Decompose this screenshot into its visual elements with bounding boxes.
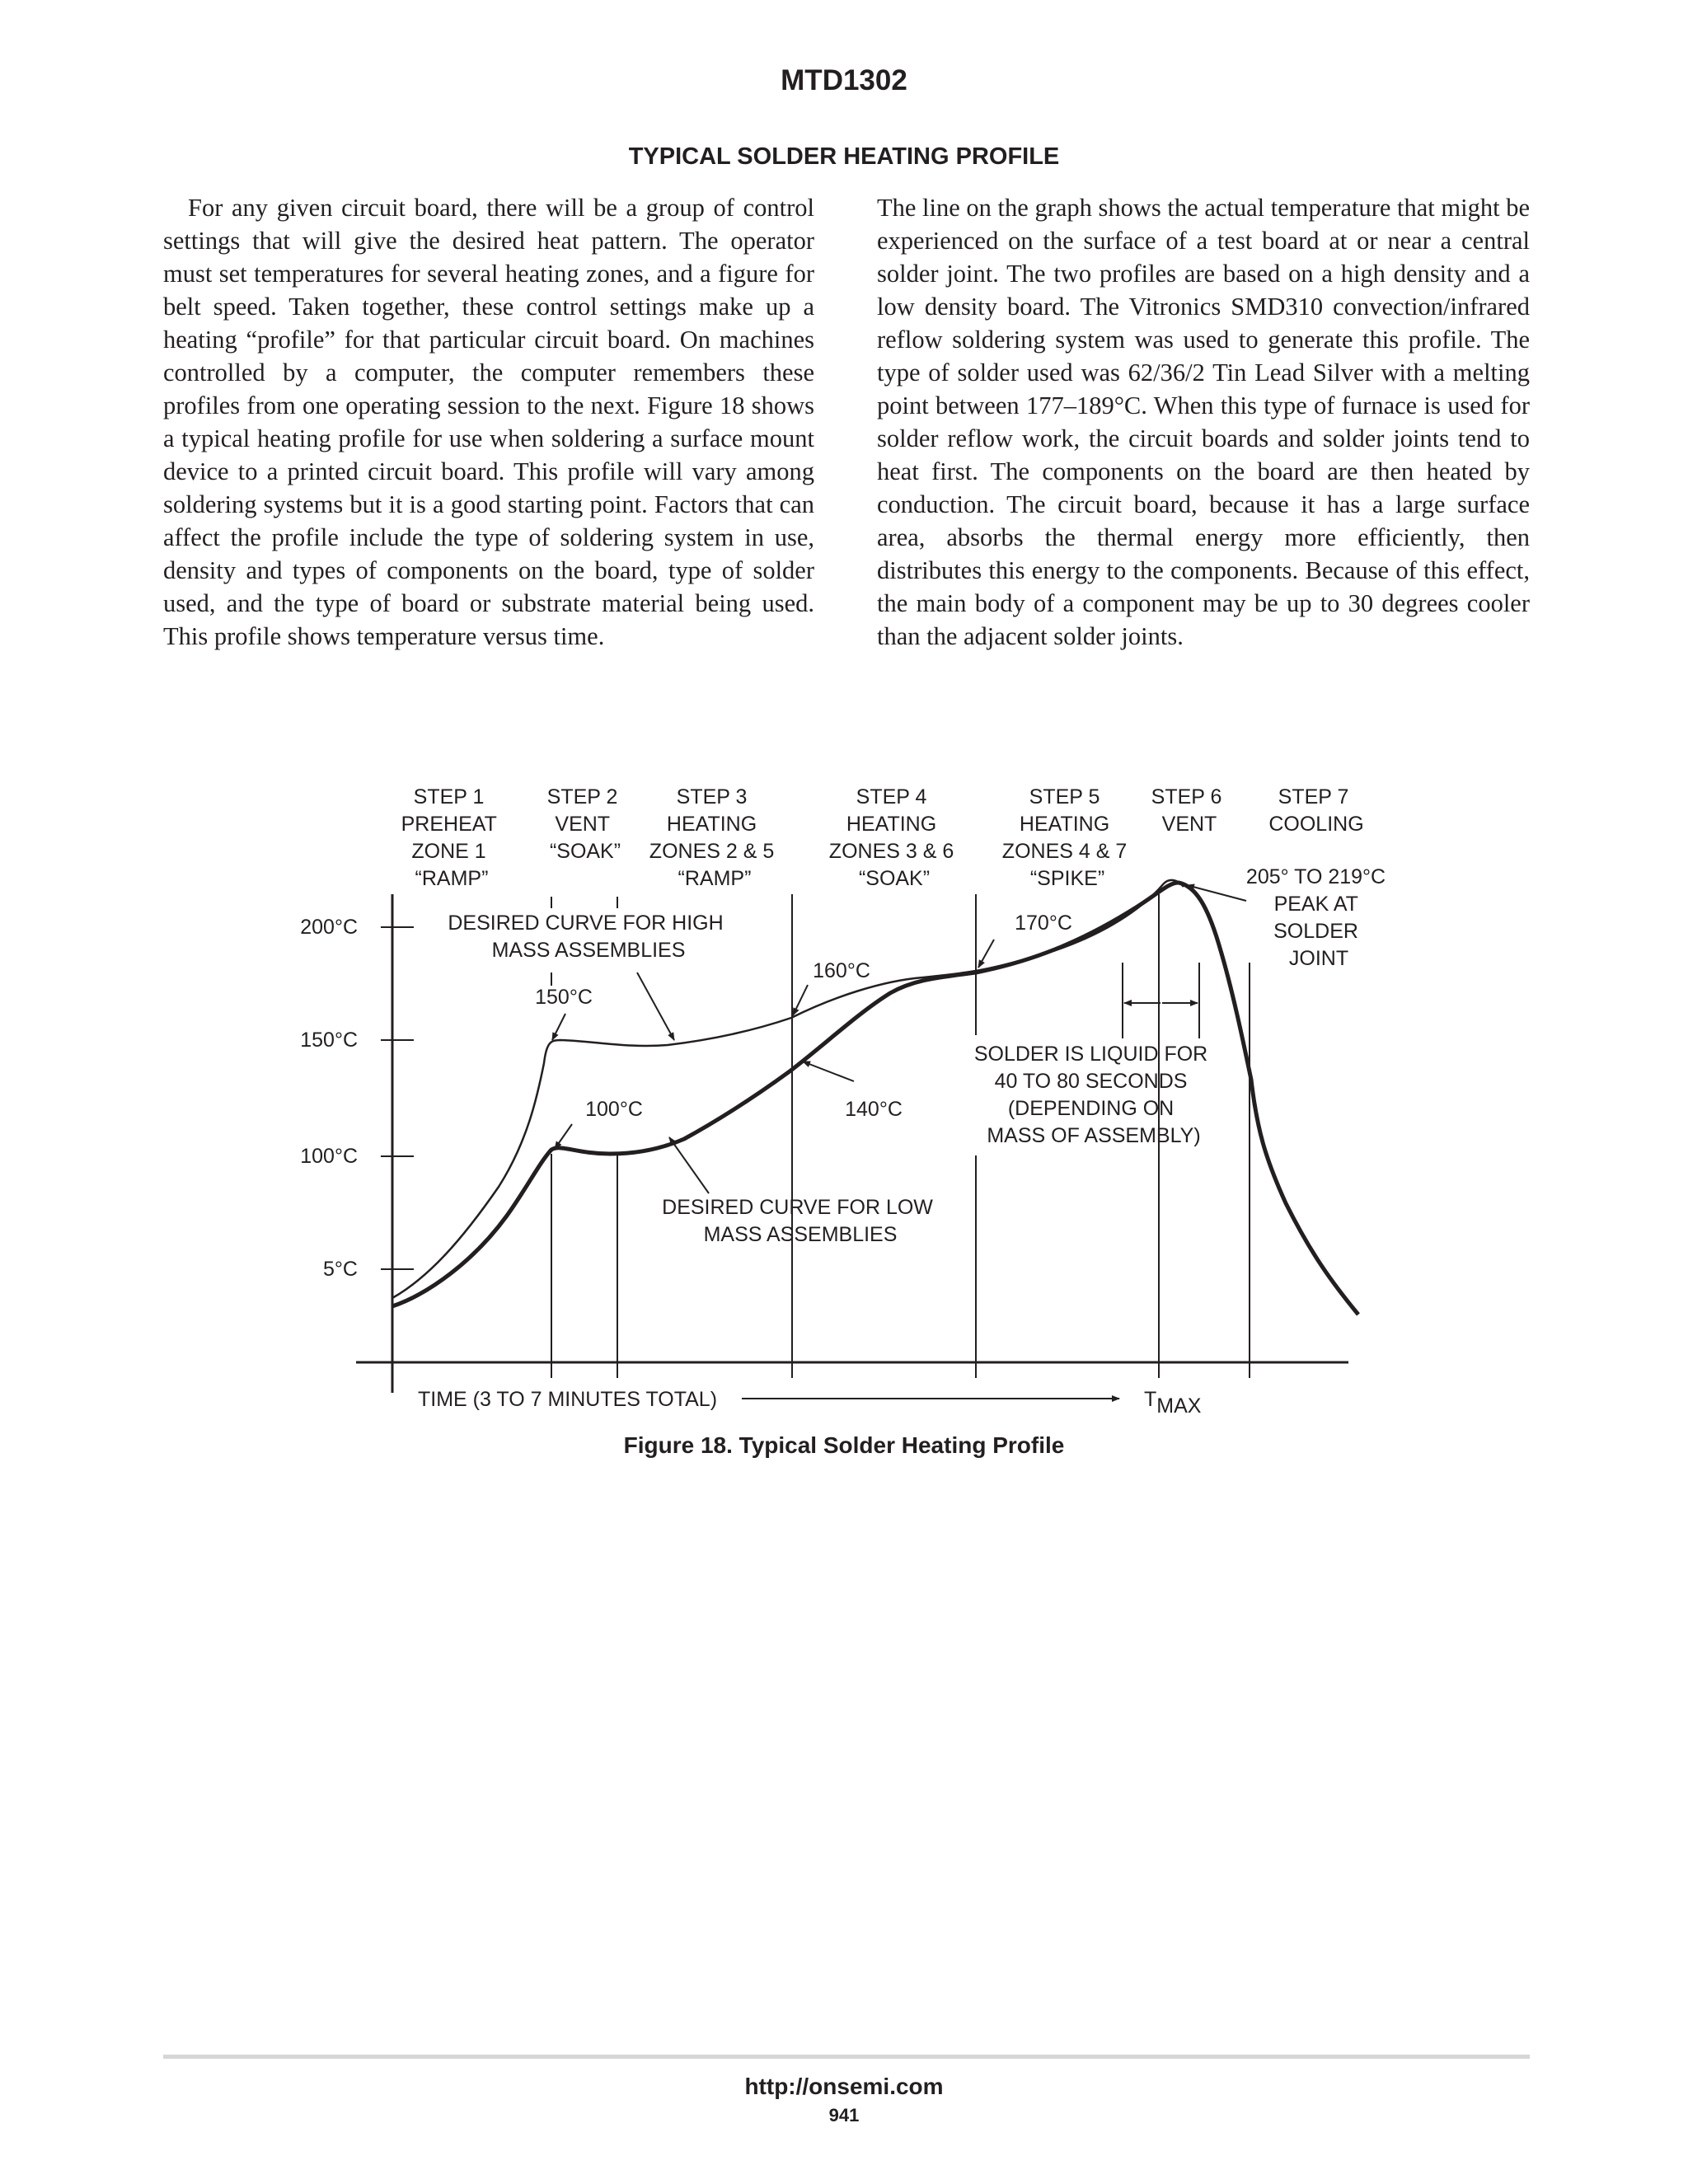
body-paragraph-right: The line on the graph shows the actual temperature that might be experienced on the surface of a test board at or near a central solder joint. The two profiles are based on a high density and a low density board. The Vitronics SMD310 convection/infrared reflow soldering system was used to generate this profile. The type of solder used was 62/36/2 Tin Lead Silver with a melting point between 177–189°C. When this type of furnace is used for solder reflow work, the circuit boards and solder joints tend to heat first. The components on the board are then heated by conduction. The circuit board, because it has a large surface area, absorbs the thermal energy more efficiently, then distributes this energy to the components. Because of this effect, the main body of a component may be up to 30 degrees cooler than the adjacent solder joints. bbox=[877, 194, 1530, 650]
step-1-label: STEP 1 PREHEAT ZONE 1 “RAMP” bbox=[401, 785, 497, 890]
y-tick-label-150: 150°C bbox=[300, 1029, 358, 1052]
figure-caption: Figure 18. Typical Solder Heating Profile bbox=[623, 1432, 1065, 1458]
document-part-number: MTD1302 bbox=[781, 64, 907, 96]
step-2-label: STEP 2 VENT “SOAK” bbox=[546, 785, 621, 863]
arrow-low-mass bbox=[669, 1137, 709, 1193]
y-tick-label-100: 100°C bbox=[300, 1145, 358, 1168]
step-4-label: STEP 4 HEATING ZONES 3 & 6 “SOAK” bbox=[828, 785, 954, 890]
section-title: TYPICAL SOLDER HEATING PROFILE bbox=[628, 143, 1060, 170]
label-peak: 205° TO 219°C PEAK AT SOLDER JOINT bbox=[1245, 865, 1386, 970]
page-number: 941 bbox=[828, 2105, 860, 2125]
footer-url-link[interactable]: http://onsemi.com bbox=[744, 2074, 944, 2099]
label-high-mass: DESIRED CURVE FOR HIGH MASS ASSEMBLIES bbox=[448, 912, 724, 962]
label-liquid: SOLDER IS LIQUID FOR 40 TO 80 SECONDS (DEPENDING ON MASS OF ASSEMBLY) bbox=[973, 1043, 1208, 1147]
tmax-label: TMAX bbox=[1144, 1388, 1202, 1418]
step-3-label: STEP 3 HEATING ZONES 2 & 5 “RAMP” bbox=[649, 785, 775, 890]
footer-divider bbox=[163, 2055, 1530, 2059]
y-tick-label-200: 200°C bbox=[300, 916, 358, 939]
label-100c: 100°C bbox=[585, 1098, 643, 1121]
arrow-170 bbox=[978, 940, 994, 968]
label-low-mass: DESIRED CURVE FOR LOW MASS ASSEMBLIES bbox=[662, 1196, 933, 1246]
label-140c: 140°C bbox=[845, 1098, 903, 1121]
y-tick-label-5: 5°C bbox=[323, 1258, 358, 1281]
step-7-label: STEP 7 COOLING bbox=[1268, 785, 1364, 836]
label-160c: 160°C bbox=[813, 959, 870, 982]
arrow-140 bbox=[803, 1062, 854, 1081]
step-6-label: STEP 6 VENT bbox=[1151, 785, 1222, 836]
label-150c: 150°C bbox=[535, 986, 593, 1009]
arrow-100 bbox=[555, 1124, 572, 1149]
step-headers bbox=[401, 785, 1364, 890]
body-paragraph-left: For any given circuit board, there will be a group of control settings that will give the desired heat pattern. The operator must set temperatures for several heating zones, and a figure for belt speed. Taken together, these control settings make up a heating “profile” for that particular circuit board. On machines controlled by a computer, the computer remembers these profiles from one operating session to the next. Figure 18 shows a typical heating profile for use when soldering a surface mount device to a printed circuit board. This profile will vary among soldering systems but it is a good starting point. Factors that can affect the profile include the type of soldering system in use, density and types of components on the board, type of solder used, and the type of board or substrate material being used. This profile shows temperature versus time. bbox=[163, 194, 814, 650]
step-5-label: STEP 5 HEATING ZONES 4 & 7 “SPIKE” bbox=[1001, 785, 1128, 890]
label-170c: 170°C bbox=[1015, 912, 1072, 935]
arrow-high-mass bbox=[637, 972, 674, 1040]
arrow-150 bbox=[552, 1014, 565, 1040]
x-axis-label: TIME (3 TO 7 MINUTES TOTAL) bbox=[418, 1388, 718, 1411]
